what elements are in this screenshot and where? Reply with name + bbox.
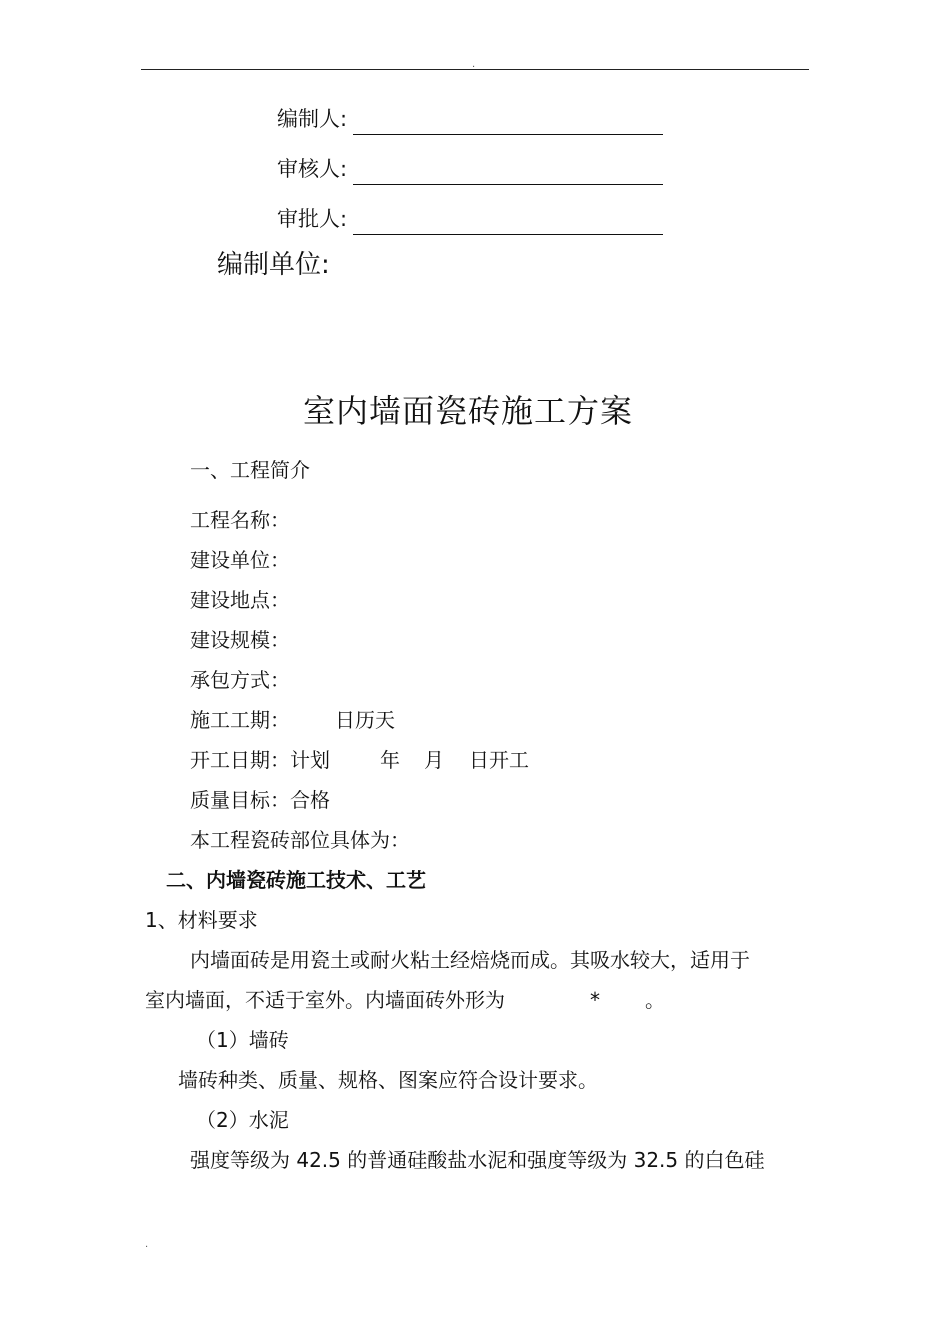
construction-unit-label: 建设单位：	[190, 548, 290, 572]
footer-dot: .	[145, 1239, 149, 1250]
compiler-signature-line	[353, 134, 663, 135]
start-date-year: 年	[380, 748, 400, 772]
reviewer-label: 审核人:	[277, 157, 348, 181]
section1-heading: 一、工程简介	[190, 458, 310, 482]
document-title: 室内墙面瓷砖施工方案	[303, 392, 634, 430]
material-requirements-heading: 1、材料要求	[145, 908, 258, 932]
tile-location-label: 本工程瓷砖部位具体为：	[190, 828, 410, 852]
start-date-day: 日开工	[469, 748, 529, 772]
construction-period-suffix: 日历天	[335, 708, 395, 732]
quality-target-label: 质量目标：合格	[190, 788, 330, 812]
start-date-month: 月	[424, 748, 444, 772]
section2-heading: 二、内墙瓷砖施工技术、工艺	[166, 868, 426, 892]
construction-scale-label: 建设规模：	[190, 628, 290, 652]
paragraph1-end: 。	[645, 988, 665, 1012]
construction-period-label: 施工工期：	[190, 708, 290, 732]
cement-text: 强度等级为 42.5 的普通硅酸盐水泥和强度等级为 32.5 的白色硅	[190, 1148, 765, 1172]
approver-label: 审批人:	[277, 207, 348, 231]
compiler-label: 编制人:	[277, 107, 348, 131]
cement-heading: （2）水泥	[196, 1108, 289, 1132]
paragraph1-line1: 内墙面砖是用瓷土或耐火粘土经焙烧而成。其吸水较大，适用于	[190, 948, 750, 972]
construction-site-label: 建设地点：	[190, 588, 290, 612]
paragraph1-star: *	[590, 988, 600, 1012]
project-name-label: 工程名称：	[190, 508, 290, 532]
wall-tile-heading: （1）墙砖	[196, 1028, 289, 1052]
header-dot: .	[472, 59, 476, 70]
reviewer-signature-line	[353, 184, 663, 185]
start-date-label: 开工日期：计划	[190, 748, 330, 772]
compiling-unit-label: 编制单位:	[217, 250, 330, 280]
contract-method-label: 承包方式：	[190, 668, 290, 692]
approver-signature-line	[353, 234, 663, 235]
wall-tile-text: 墙砖种类、质量、规格、图案应符合设计要求。	[178, 1068, 598, 1092]
paragraph1-line2: 室内墙面，不适于室外。内墙面砖外形为	[145, 988, 505, 1012]
